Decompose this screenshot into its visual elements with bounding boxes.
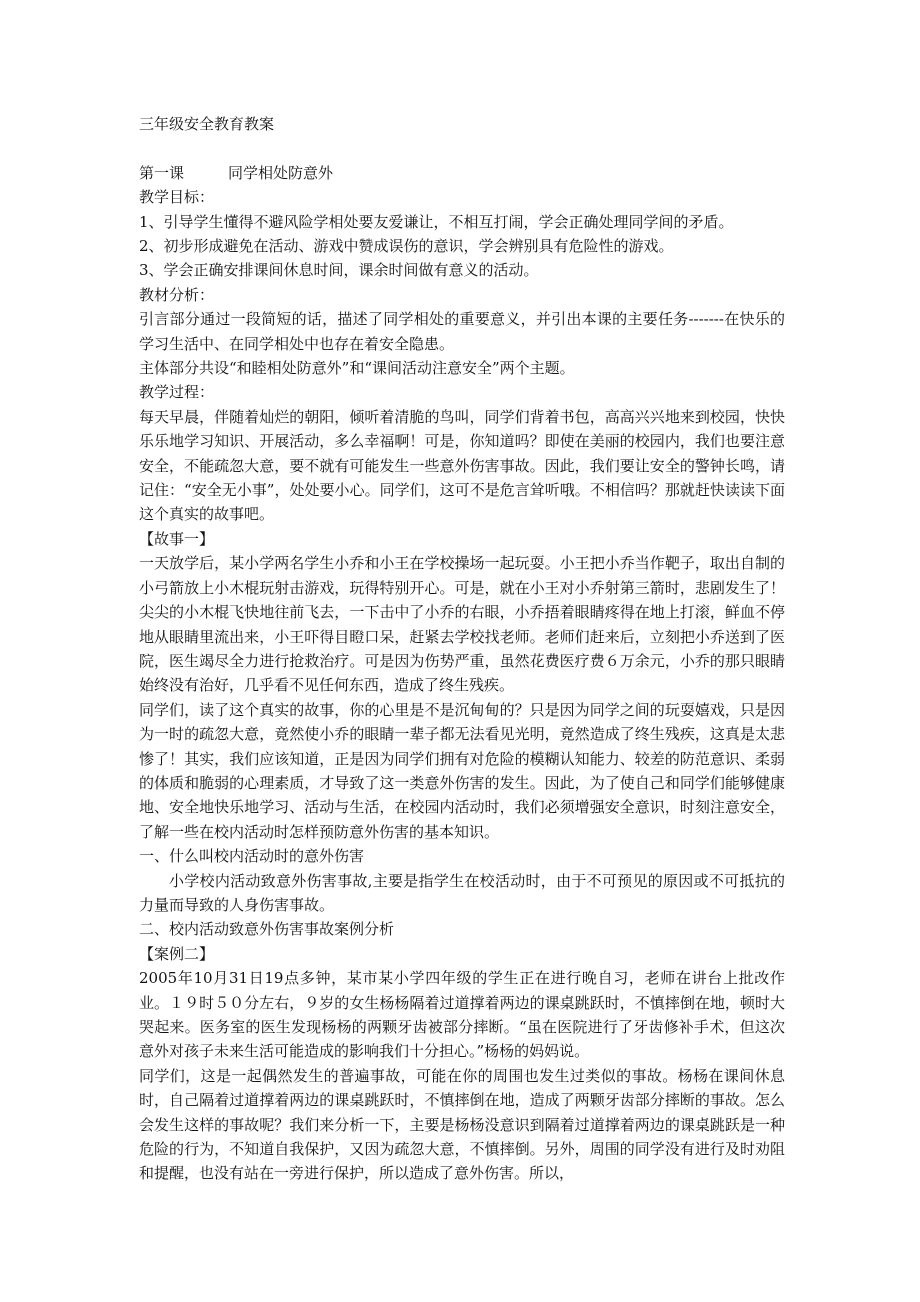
section2-heading: 二、校内活动致意外伤害事故案例分析 bbox=[139, 920, 395, 939]
goal-item-3: 3、学会正确安排课间休息时间，课余时间做有意义的活动。 bbox=[139, 261, 539, 280]
analysis-paragraph-2: 主体部分共设“和睦相处防意外”和“课间活动注意安全”两个主题。 bbox=[139, 359, 575, 378]
story1-paragraph-1: 一天放学后，某小学两名学生小乔和小王在学校操场一起玩耍。小王把小乔当作靶子，取出自制的小弓箭放上小木棍玩射击游戏，玩得特别开心。可是，就在小王对小乔射第三箭时，悲剧发生了！尖尖的小木棍飞快地往前飞去，一下击中了小乔的右眼，小乔捂着眼睛疼得在地上打滚，鲜血不停地从眼睛里流出来，小王吓得目瞪口呆，赶紧去学校找老师。老师们赶来后，立刻把小乔送到了医院，医生竭尽全力进行抢救治疗。可是因为伤势严重，虽然花费医疗费６万余元，小乔的那只眼睛始终没有治好，几乎看不见任何东西，造成了终生残疾。 bbox=[139, 554, 785, 695]
document-page bbox=[139, 112, 785, 1186]
goal-item-1: 1、引导学生懂得不避风险学相处要友爱谦让，不相互打闹，学会正确处理同学间的矛盾。 bbox=[139, 212, 734, 231]
analysis-heading: 教材分析： bbox=[139, 285, 215, 304]
blank-line bbox=[139, 136, 785, 160]
lesson-number: 第一课 bbox=[139, 163, 185, 182]
analysis-paragraph-1: 引言部分通过一段简短的话，描述了同学相处的重要意义，并引出本课的主要任务-------在快乐的学习生活中、在同学相处中也存在着安全隐患。 bbox=[139, 310, 785, 353]
section1-heading: 一、什么叫校内活动时的意外伤害 bbox=[139, 847, 365, 866]
lesson-name: 同学相处防意外 bbox=[228, 163, 334, 182]
process-paragraph-1: 每天早晨，伴随着灿烂的朝阳，倾听着清脆的鸟叫，同学们背着书包，高高兴兴地来到校园，快快乐乐地学习知识、开展活动，多么幸福啊！可是，你知道吗？即使在美丽的校园内，我们也要注意安全，不能疏忽大意，要不就有可能发生一些意外伤害事故。因此，我们要让安全的警钟长鸣，请记住：“安全无小事”，处处要小心。同学们，这可不是危言耸听哦。不相信吗？那就赶快读读下面这个真实的故事吧。 bbox=[139, 407, 785, 524]
case2-heading: 【案例二】 bbox=[139, 944, 215, 963]
story1-heading: 【故事一】 bbox=[139, 529, 215, 548]
story1-paragraph-2: 同学们，读了这个真实的故事，你的心里是不是沉甸甸的？只是因为同学之间的玩耍嬉戏，只是因为一时的疏忽大意，竟然使小乔的眼睛一辈子都无法看见光明，竟然造成了终生残疾，这真是太悲惨了！其实，我们应该知道，正是因为同学们拥有对危险的模糊认知能力、较差的防范意识、柔弱的体质和脆弱的心理素质，才导致了这一类意外伤害的发生。因此，为了使自己和同学们能够健康地、安全地快乐地学习、活动与生活，在校园内活动时，我们必须增强安全意识，时刻注意安全，了解一些在校内活动时怎样预防意外伤害的基本知识。 bbox=[139, 700, 785, 841]
section1-paragraph: 小学校内活动致意外伤害事故,主要是指学生在校活动时，由于不可预见的原因或不可抵抗的力量而导致的人身伤害事故。 bbox=[139, 871, 785, 914]
process-heading: 教学过程： bbox=[139, 383, 215, 402]
document-title: 三年级安全教育教案 bbox=[139, 115, 275, 133]
case2-paragraph-1: 2005年10月31日19点多钟，某市某小学四年级的学生正在进行晚自习，老师在讲台上批改作业。１９时５０分左右，９岁的女生杨杨隔着过道撑着两边的课桌跳跃时，不慎摔倒在地，顿时大哭起来。医务室的医生发现杨杨的两颗牙齿被部分摔断。“虽在医院进行了牙齿修补手术，但这次意外对孩子未来生活可能造成的影响我们十分担心。”杨杨的妈妈说。 bbox=[139, 969, 785, 1061]
goal-item-2: 2、初步形成避免在活动、游戏中赞成误伤的意识，学会辨别具有危险性的游戏。 bbox=[139, 237, 674, 256]
goals-heading: 教学目标： bbox=[139, 188, 215, 207]
case2-paragraph-2: 同学们，这是一起偶然发生的普遍事故，可能在你的周围也发生过类似的事故。杨杨在课间休息时，自己隔着过道撑着两边的课桌跳跃时，不慎摔倒在地，造成了两颗牙齿部分摔断的事故。怎么会发生这样的事故呢？我们来分析一下，主要是杨杨没意识到隔着过道撑着两边的课桌跳跃是一种危险的行为，不知道自我保护，又因为疏忽大意，不慎摔倒。另外，周围的同学没有进行及时劝阻和提醒，也没有站在一旁进行保护，所以造成了意外伤害。所以， bbox=[139, 1066, 785, 1183]
lesson-heading bbox=[139, 161, 785, 185]
